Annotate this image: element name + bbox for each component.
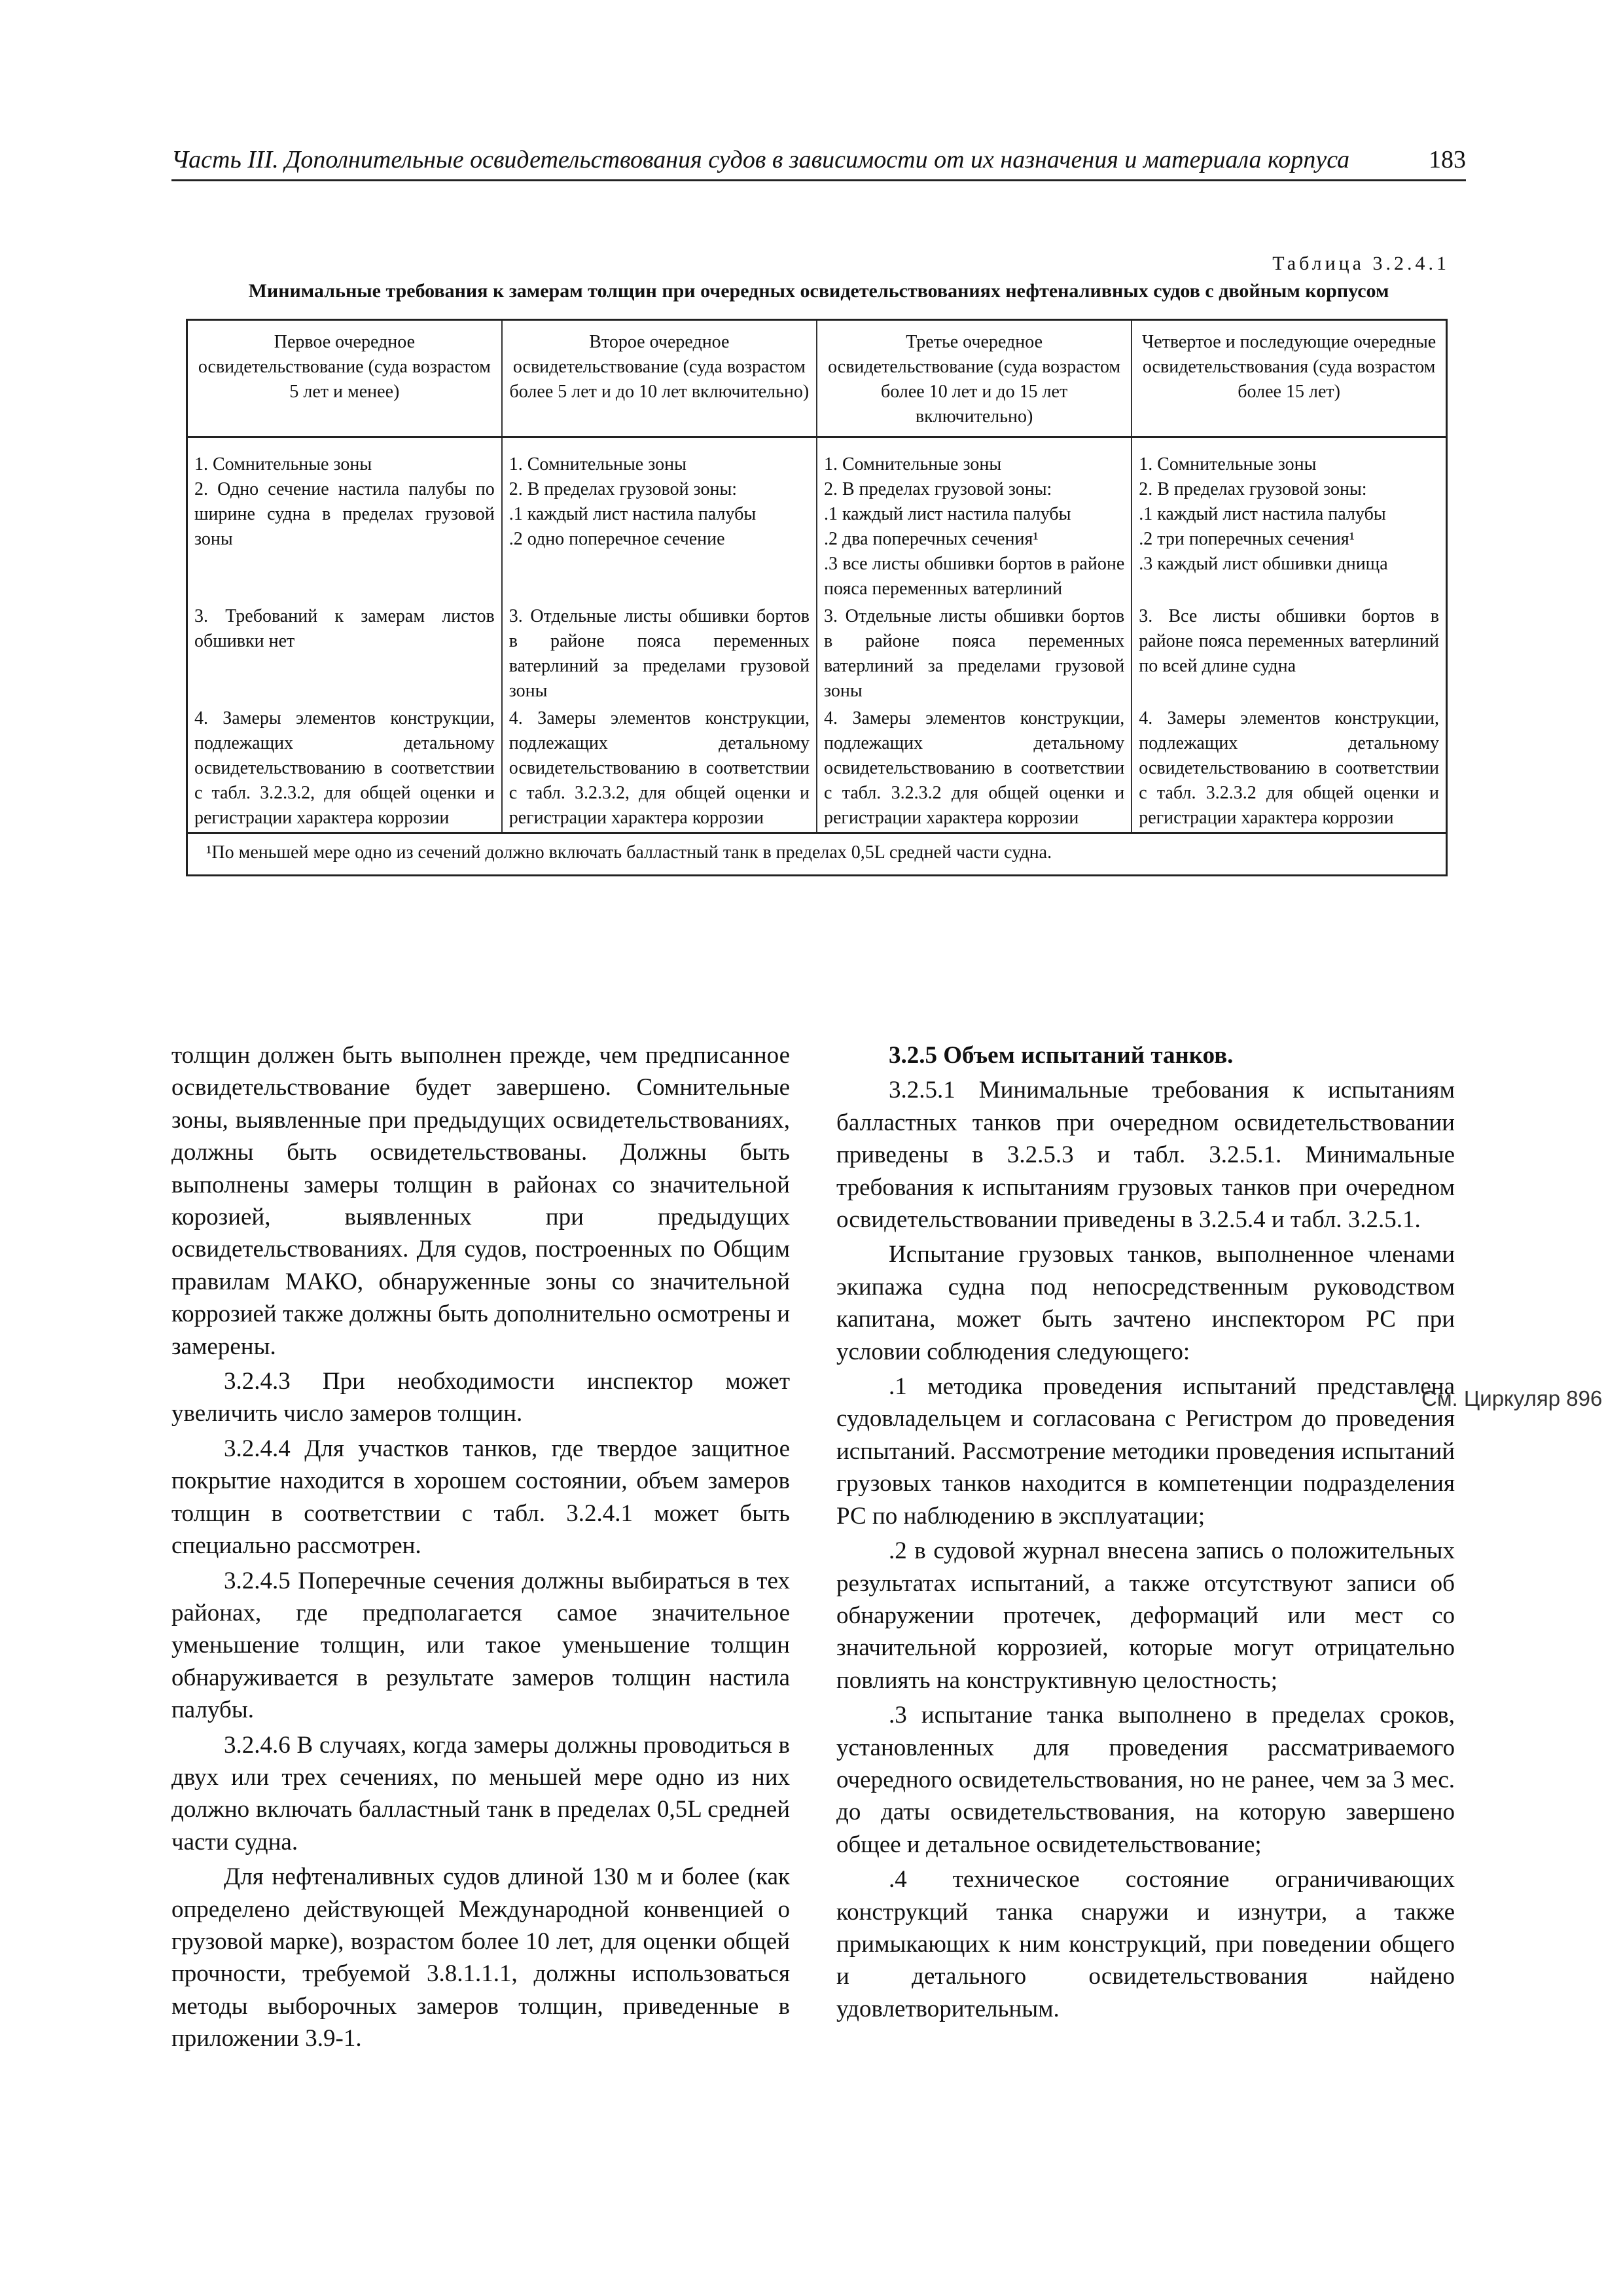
- cell-line: .2 одно поперечное сечение: [508, 529, 725, 549]
- page-number: 183: [1429, 146, 1466, 173]
- cell-line: 2. В пределах грузовой зоны:: [1139, 479, 1367, 499]
- left-text-column: [171, 1039, 790, 2058]
- table-cell: [1132, 437, 1446, 603]
- header-title: Часть III. Дополнительные освидетельствования судов в зависимости от их назначения и материала корпуса: [171, 146, 1350, 173]
- cell-line: .3 все листы обшивки бортов в районе пояса переменных ватерлиний: [824, 554, 1125, 599]
- table-header-cell: Первое очередное освидетельствование (суда возрастом 5 лет и менее): [187, 320, 502, 437]
- cell-line: .1 каждый лист настила палубы: [508, 504, 757, 524]
- table-header-cell: Второе очередное освидетельствование (суда возрастом более 5 лет и до 10 лет включительно): [502, 320, 817, 437]
- cell-line: 2. Одно сечение настила палубы по ширине судна в пределах грузовой зоны: [194, 479, 495, 549]
- paragraph: .4 техническое состояние ограничивающих конструкций танка снаружи и изнутри, а также примыкающих к ним конструкций, при поведении общего и детального освидетельствования найдено удовлетворительным.: [836, 1866, 1455, 2022]
- cell-line: 1. Сомнительные зоны: [194, 454, 372, 475]
- table-cell: [502, 437, 817, 603]
- cell-line: 1. Сомнительные зоны: [508, 454, 687, 475]
- section-heading: 3.2.5 Объем испытаний танков.: [889, 1042, 1234, 1069]
- paragraph: 3.2.4.6 В случаях, когда замеры должны проводиться в двух или трех сечениях, по меньшей мере одно из них должно включать балластный танк в пределах 0,5L средней части судна.: [171, 1731, 790, 1856]
- cell-line: 1. Сомнительные зоны: [824, 454, 1002, 475]
- right-text-column: [836, 1039, 1455, 2028]
- table-cell: 3. Отдельные листы обшивки бортов в районе пояса переменных ватерлиний за пределами грузовой зоны: [817, 603, 1132, 705]
- table-cell: 4. Замеры элементов конструкции, подлежащих детальному освидетельствованию в соответствии с табл. 3.2.3.2, для общей оценки и регистрации характера коррозии: [187, 705, 502, 833]
- paragraph: .3 испытание танка выполнено в пределах сроков, установленных для проведения рассматриваемого очередного освидетельствования, но не ранее, чем за 3 мес. до даты освидетельствования, на которую завершено общее и детальное освидетельствование;: [836, 1702, 1455, 1858]
- table-cell: 4. Замеры элементов конструкции, подлежащих детальному освидетельствованию в соответствии с табл. 3.2.3.2 для общей оценки и регистрации характера коррозии: [817, 705, 1132, 833]
- paragraph: 3.2.4.4 Для участков танков, где твердое защитное покрытие находится в хорошем состоянии, объем замеров толщин в соответствии с табл. 3.2.4.1 может быть специально рассмотрен.: [171, 1435, 790, 1560]
- table-row: [187, 603, 1447, 705]
- table-cell: [187, 437, 502, 603]
- paragraph: 3.2.4.3 При необходимости инспектор может увеличить число замеров толщин.: [171, 1368, 790, 1427]
- table-cell: [817, 437, 1132, 603]
- table-cell: 4. Замеры элементов конструкции, подлежащих детальному освидетельствованию в соответствии с табл. 3.2.3.2 для общей оценки и регистрации характера коррозии: [1132, 705, 1446, 833]
- table-footnote: ¹По меньшей мере одно из сечений должно включать балластный танк в пределах 0,5L средней части судна.: [187, 833, 1447, 876]
- table-cell: 4. Замеры элементов конструкции, подлежащих детальному освидетельствованию в соответствии с табл. 3.2.3.2, для общей оценки и регистрации характера коррозии: [502, 705, 817, 833]
- table-cell: 3. Все листы обшивки бортов в районе пояса переменных ватерлиний по всей длине судна: [1132, 603, 1446, 705]
- paragraph: 3.2.5.1 Минимальные требования к испытаниям балластных танков при очередном освидетельствовании приведены в 3.2.5.3 и табл. 3.2.5.1. Минимальные требования к испытаниям грузовых танков при очередном освидетельствовании приведены в 3.2.5.4 и табл. 3.2.5.1.: [836, 1077, 1455, 1234]
- table-header-cell: Четвертое и последующие очередные освидетельствования (суда возрастом более 15 лет): [1132, 320, 1446, 437]
- circular-margin-note: См. Циркуляр 896: [1421, 1386, 1603, 1410]
- table-cell: 3. Отдельные листы обшивки бортов в районе пояса переменных ватерлиний за пределами грузовой зоны: [502, 603, 817, 705]
- cell-line: 2. В пределах грузовой зоны:: [824, 479, 1052, 499]
- table-row: [187, 437, 1447, 603]
- table-cell: 3. Требований к замерам листов обшивки нет: [187, 603, 502, 705]
- paragraph: 3.2.4.5 Поперечные сечения должны выбираться в тех районах, где предполагается самое значительное уменьшение толщин, или такое уменьшение толщин обнаруживается в результате замеров толщин настила палубы.: [171, 1567, 790, 1724]
- cell-line: .1 каждый лист настила палубы: [824, 504, 1071, 524]
- table-header-row: [187, 320, 1447, 437]
- table-header-cell: Третье очередное освидетельствование (суда возрастом более 10 лет и до 15 лет включительно): [817, 320, 1132, 437]
- cell-line: .2 два поперечных сечения¹: [824, 529, 1039, 549]
- cell-line: .3 каждый лист обшивки днища: [1139, 554, 1388, 574]
- cell-line: 2. В пределах грузовой зоны:: [508, 479, 738, 499]
- cell-line: 1. Сомнительные зоны: [1139, 454, 1317, 475]
- paragraph: Для нефтеналивных судов длиной 130 м и более (как определено действующей Международной конвенцией о грузовой марке), возрастом более 10 лет, для оценки общей прочности, требуемой 3.8.1.1.1, должны использоваться методы выборочных замеров толщин, приведенные в приложении 3.9-1.: [171, 1863, 790, 2053]
- running-header: [171, 143, 1466, 181]
- paragraph: Испытание грузовых танков, выполненное членами экипажа судна под непосредственным руководством капитана, может быть зачтено инспектором РС при условии соблюдения следующего:: [836, 1241, 1455, 1365]
- paragraph: толщин должен быть выполнен прежде, чем предписанное освидетельствование будет завершено. Сомнительные зоны, выявленные при предыдущих освидетельствованиях, должны быть освидетельствованы. Должны быть выполнены замеры толщин в районах со значительной корозией, выявленных при предыдущих освидетельствованиях. Для судов, построенных по Общим правилам МАКО, обнаруженные зоны со значительной коррозией также должны быть дополнительно осмотрены и замерены.: [171, 1042, 790, 1360]
- paragraph: .2 в судовой журнал внесена запись о положительных результатах испытаний, а также отсутствуют записи об обнаружении протечек, деформаций или мест со значительной коррозией, которые могут отрицательно повлиять на конструктивную целостность;: [836, 1537, 1455, 1694]
- cell-line: .2 три поперечных сечения¹: [1139, 529, 1355, 549]
- paragraph: .1 методика проведения испытаний представлена судовладельцем и согласована с Регистром до проведения испытаний. Рассмотрение методики проведения испытаний грузовых танков находится в компетенции подразделения РС по наблюдению в эксплуатации;: [836, 1373, 1455, 1530]
- table-footnote-row: [187, 833, 1447, 876]
- table-label: Таблица 3.2.4.1: [1272, 253, 1450, 274]
- table-row: [187, 705, 1447, 833]
- requirements-table: [186, 319, 1448, 876]
- cell-line: .1 каждый лист настила палубы: [1139, 504, 1386, 524]
- table-caption: Минимальные требования к замерам толщин при очередных освидетельствованиях нефтеналивных судов с двойным корпусом: [248, 280, 1389, 302]
